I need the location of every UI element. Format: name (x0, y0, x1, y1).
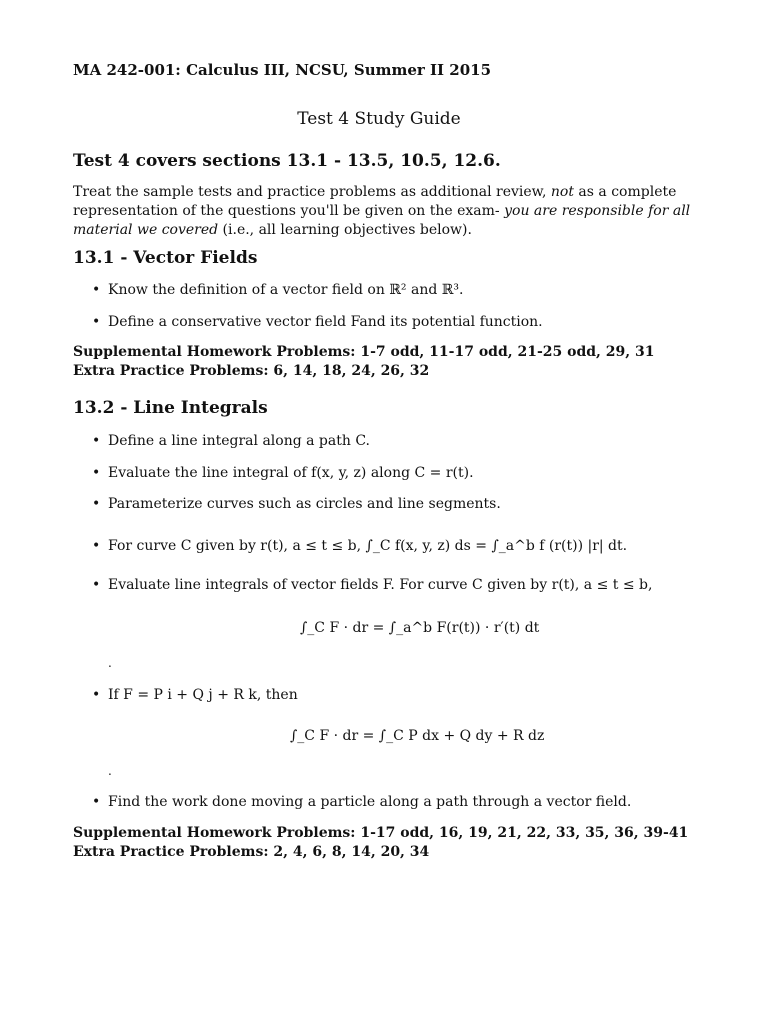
bullet-dot: • (92, 496, 101, 512)
trailing-period: . (108, 656, 112, 670)
equation-vector-line-integral: ∫_C F · dr = ∫_a^b F(r(t)) · r′(t) dt (300, 620, 540, 636)
bullet-dot: • (92, 465, 101, 481)
extra-problems-13-1: Extra Practice Problems: 6, 14, 18, 24, 26, 32 (73, 363, 430, 379)
bullet-text: Define a conservative vector field Fand its potential function. (108, 314, 543, 330)
intro-not: not (550, 184, 574, 200)
bullet-text: If F = P i + Q j + R k, then (108, 687, 298, 703)
bullet-item (92, 465, 474, 481)
bullet-item (92, 433, 370, 449)
intro-text-2: as a complete representation of the questions you'll be given on the exam- (73, 184, 677, 219)
intro-text-3: (i.e., all learning objectives below). (218, 222, 472, 238)
course-header: MA 242-001: Calculus III, NCSU, Summer II 2015 (73, 61, 492, 79)
bullet-dot: • (92, 794, 101, 810)
bullet-dot: • (92, 538, 101, 554)
bullet-dot: • (92, 577, 101, 593)
bullet-text: Define a line integral along a path C. (108, 433, 370, 449)
equation-component-form: ∫_C F · dr = ∫_C P dx + Q dy + R dz (290, 728, 545, 744)
bullet-item (92, 538, 627, 554)
bullet-item (92, 496, 501, 512)
bullet-text: Find the work done moving a particle along a path through a vector field. (108, 794, 632, 810)
bullet-item (92, 577, 652, 593)
bullet-item (92, 687, 298, 703)
covers-heading: Test 4 covers sections 13.1 - 13.5, 10.5, 12.6. (73, 151, 501, 171)
intro-responsible: you are responsible for all material we covered (73, 203, 691, 238)
bullet-item (92, 282, 463, 298)
bullet-text: Evaluate line integrals of vector fields F. For curve C given by r(t), a ≤ t ≤ b, (108, 577, 653, 593)
supplemental-problems-13-2: Supplemental Homework Problems: 1-17 odd, 16, 19, 21, 22, 33, 35, 36, 39-41 (73, 825, 689, 841)
section-title-13-2: 13.2 - Line Integrals (73, 398, 268, 418)
trailing-period: . (108, 764, 112, 778)
bullet-dot: • (92, 314, 101, 330)
bullet-item (92, 794, 631, 810)
bullet-dot: • (92, 282, 101, 298)
extra-problems-13-2: Extra Practice Problems: 2, 4, 6, 8, 14, 20, 34 (73, 844, 430, 860)
supplemental-problems-13-1: Supplemental Homework Problems: 1-7 odd, 11-17 odd, 21-25 odd, 29, 31 (73, 344, 655, 360)
bullet-text: Evaluate the line integral of f(x, y, z) along C = r(t). (108, 465, 474, 481)
section-title-13-1: 13.1 - Vector Fields (73, 248, 258, 268)
bullet-item (92, 314, 543, 330)
page-title: Test 4 Study Guide (297, 109, 461, 129)
intro-paragraph (73, 183, 693, 240)
bullet-dot: • (92, 433, 101, 449)
bullet-text: For curve C given by r(t), a ≤ t ≤ b, ∫_C f(x, y, z) ds = ∫_a^b f (r(t)) |r| dt. (108, 538, 628, 554)
bullet-text: Parameterize curves such as circles and line segments. (108, 496, 501, 512)
bullet-dot: • (92, 687, 101, 703)
intro-text: Treat the sample tests and practice problems as additional review, (73, 184, 551, 200)
bullet-text: Know the definition of a vector field on ℝ² and ℝ³. (108, 282, 464, 298)
